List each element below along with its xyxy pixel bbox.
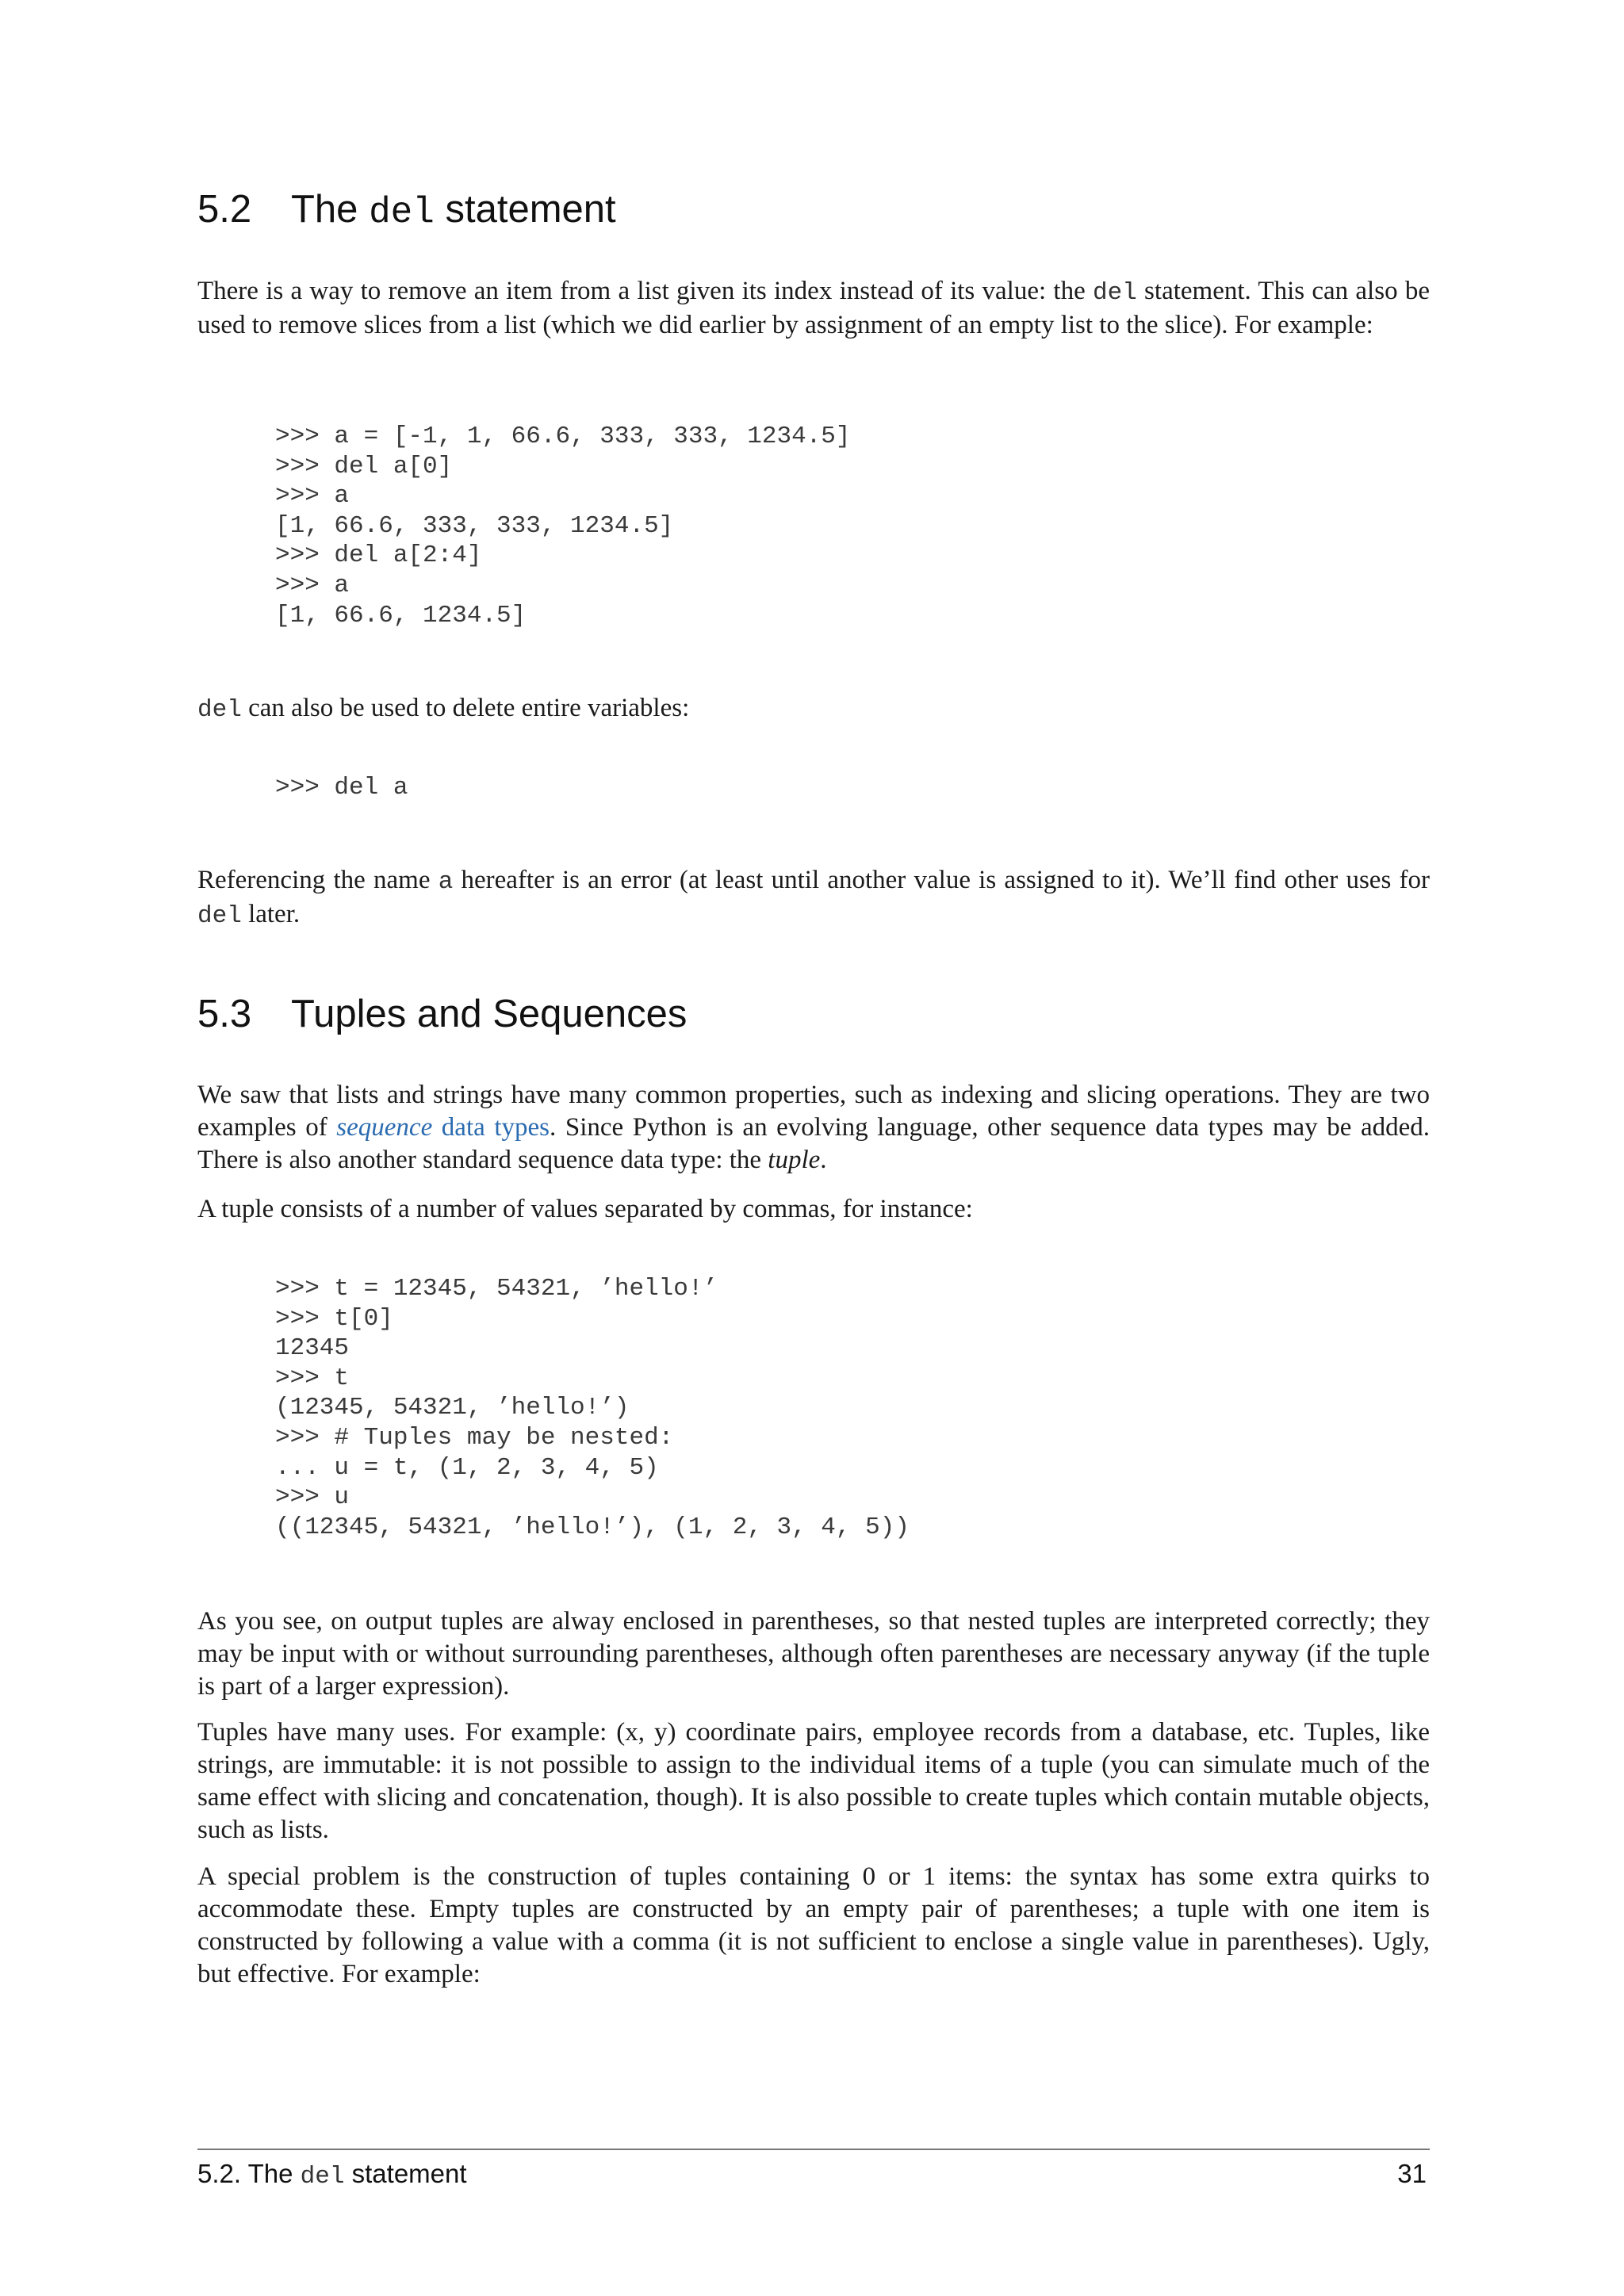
code-line: [1, 66.6, 1234.5] xyxy=(275,601,527,629)
text: hereafter is an error (at least until another value is assigned to it). We’ll find other uses for xyxy=(453,866,1430,894)
text: . xyxy=(820,1146,827,1174)
code-line: >>> t = 12345, 54321, ’hello!’ xyxy=(275,1275,718,1303)
code-line: >>> del a xyxy=(275,774,408,802)
text: statement. This can also be used to remove slices from a list (which we did earlier by assignment of an empty list to the slice). For example: xyxy=(197,277,1430,339)
inline-code: del xyxy=(197,902,242,930)
sequence-types-link[interactable] xyxy=(336,1113,550,1142)
page-number: 31 xyxy=(1397,2159,1427,2188)
footer-section-title xyxy=(197,2158,467,2193)
code-line: >>> a xyxy=(275,482,350,511)
text: . Since Python is an evolving language, other sequence data types may be added. There is also another standard sequence data type: the xyxy=(197,1113,1431,1174)
heading-code: del xyxy=(369,192,435,233)
inline-code: a xyxy=(438,868,454,896)
footer-divider xyxy=(197,2149,1430,2150)
text: Referencing the name xyxy=(197,866,439,894)
link-text: data types xyxy=(432,1113,550,1142)
section-heading-5-2 xyxy=(197,190,616,231)
text: later. xyxy=(241,900,301,928)
link-emphasis: sequence xyxy=(336,1113,433,1142)
paragraph xyxy=(197,275,1430,342)
text: There is a way to remove an item from a list given its index instead of its value: the xyxy=(197,277,1093,305)
text: We saw that lists and strings have many common properties, such as indexing and slicing operations. They are two examples of xyxy=(197,1081,1430,1142)
code-line: >>> a = [-1, 1, 66.6, 333, 333, 1234.5] xyxy=(275,423,851,450)
code-line: >>> del a[0] xyxy=(275,452,453,480)
code-line: >>> a xyxy=(275,571,350,599)
text: can also be used to delete entire variables: xyxy=(241,694,690,722)
emphasis: tuple xyxy=(768,1146,821,1174)
section-number: 5.2 xyxy=(197,188,252,231)
paragraph xyxy=(197,692,1430,726)
section-heading-5-3 xyxy=(197,995,687,1034)
paragraph: A tuple consists of a number of values separated by commas, for instance: xyxy=(197,1195,973,1223)
code-line: 12345 xyxy=(275,1334,350,1363)
code-line: [1, 66.6, 333, 333, 1234.5] xyxy=(275,511,674,540)
paragraph: Tuples have many uses. For example: (x, y) coordinate pairs, employee records from a database, etc. Tuples, like strings, are immutable: it is not possible to assign to the individual items of a tuple (you can simulate much of the same effect with slicing and concatenation, though). It is also possible to create tuples which contain mutable objects, such as lists. xyxy=(197,1718,1430,1844)
code-line: >>> t[0] xyxy=(275,1304,393,1333)
code-line: >>> t xyxy=(275,1364,350,1392)
code-line: >>> del a[2:4] xyxy=(275,541,482,570)
code-block xyxy=(275,1274,910,1542)
code-line: ... u = t, (1, 2, 3, 4, 5) xyxy=(275,1453,659,1482)
paragraph: As you see, on output tuples are alway enclosed in parentheses, so that nested tuples are interpreted correctly; they may be input with or without surrounding parentheses, although often parentheses are necessary anyway (if the tuple is part of a larger expression). xyxy=(197,1607,1430,1701)
footer-text: statement xyxy=(344,2159,467,2188)
footer-text: 5.2. The xyxy=(197,2159,301,2188)
code-block xyxy=(275,422,851,630)
code-line: (12345, 54321, ’hello!’) xyxy=(275,1394,630,1422)
heading-text: statement xyxy=(434,188,616,231)
code-line: >>> u xyxy=(275,1483,350,1512)
heading-text: The xyxy=(291,188,370,231)
code-line: >>> # Tuples may be nested: xyxy=(275,1423,674,1452)
code-block xyxy=(275,773,408,803)
paragraph xyxy=(197,1079,1430,1177)
paragraph: A special problem is the construction of tuples containing 0 or 1 items: the syntax has some extra quirks to accommodate these. Empty tuples are constructed by an empty pair of parentheses; a tuple with one item is constructed by following a value with a comma (it is not sufficient to enclose a single value in parentheses). Ugly, but effective. For example: xyxy=(197,1862,1430,1988)
inline-code: del xyxy=(197,696,242,724)
section-number: 5.3 xyxy=(197,993,252,1035)
heading-text: Tuples and Sequences xyxy=(291,993,688,1035)
footer-code: del xyxy=(300,2163,345,2191)
code-line: ((12345, 54321, ’hello!’), (1, 2, 3, 4, 5)) xyxy=(275,1513,910,1541)
inline-code: del xyxy=(1092,279,1137,307)
paragraph xyxy=(197,864,1430,932)
